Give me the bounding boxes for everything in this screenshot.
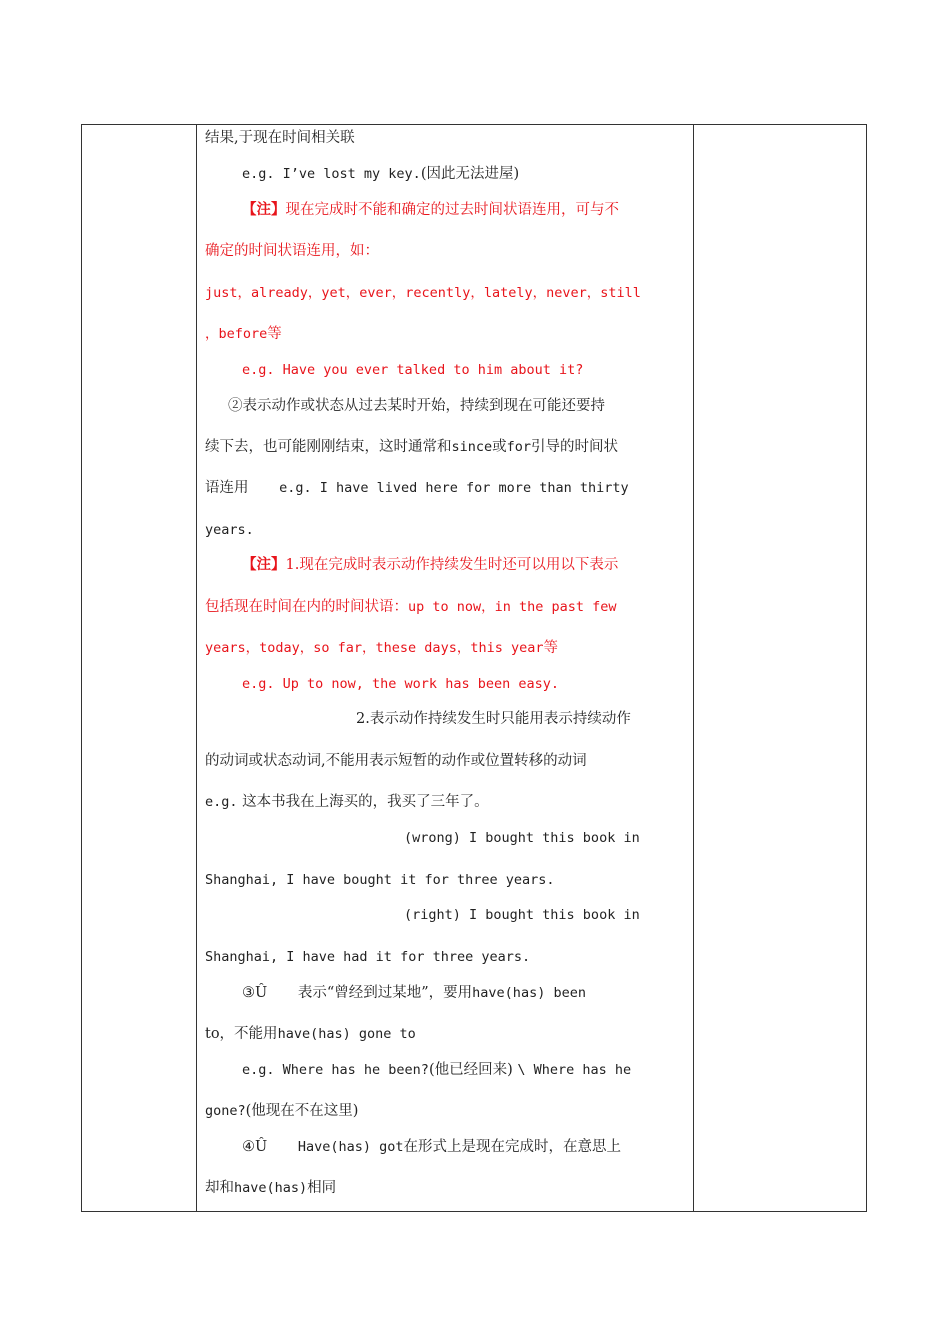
- line-text: 或: [492, 439, 507, 455]
- line-text: ③Û: [242, 985, 268, 1001]
- note-line: [242, 555, 618, 575]
- column-divider-left: [196, 125, 197, 1211]
- text-line: [356, 709, 631, 729]
- line-text: 的动词或状态动词,不能用表示短暂的动作或位置转移的动词: [205, 753, 587, 769]
- note-marker: 【注】: [242, 556, 286, 573]
- line-text: 2.表示动作持续发生时只能用表示持续动作: [356, 711, 631, 727]
- line-text: Shanghai, I have had it for three years.: [205, 949, 531, 965]
- note-line: [205, 283, 641, 303]
- line-text: e.g. I have lived here for more than thirty: [279, 480, 629, 496]
- line-text: have(has): [234, 1180, 308, 1196]
- line-text: ④Û: [242, 1139, 268, 1155]
- line-text: to，不能用: [205, 1026, 278, 1042]
- line-text: up to now，in the past few: [408, 599, 617, 615]
- line-text: 等: [267, 326, 282, 342]
- example-line: [242, 164, 519, 184]
- line-text: \ Where has he: [517, 1062, 632, 1078]
- line-text: ，before: [205, 326, 268, 342]
- line-text: 相同: [307, 1180, 337, 1196]
- note-line: [242, 200, 619, 220]
- line-text: have(has) been: [472, 985, 586, 1001]
- example-line: [205, 792, 489, 812]
- text-line: [205, 128, 355, 148]
- column-divider-right: [693, 125, 694, 1211]
- line-text: 表示“曾经到过某地”，要用: [297, 985, 473, 1001]
- example-line: [205, 947, 530, 967]
- line-text: e.g. Where has he been?: [242, 1062, 429, 1078]
- text-line: [205, 1178, 336, 1198]
- text-line: [242, 983, 586, 1003]
- line-text: 引导的时间状: [531, 439, 619, 455]
- line-text: e.g. I’ve lost my key.: [242, 166, 421, 182]
- note-line: [205, 324, 282, 344]
- line-text: e.g.: [205, 794, 238, 810]
- line-text: 确定的时间状语连用，如：: [205, 243, 379, 259]
- line-text: (right) I bought this book in: [404, 907, 640, 923]
- line-text: 续下去，也可能刚刚结束，这时通常和: [205, 439, 452, 455]
- line-text: e.g. Have you ever talked to him about it?: [242, 362, 584, 378]
- text-line: [205, 1024, 416, 1044]
- line-text: Have(has) got: [297, 1139, 404, 1155]
- text-line: [205, 478, 629, 498]
- example-line: [404, 905, 640, 925]
- line-text: 结果,于现在时间相关联: [205, 130, 355, 146]
- text-line: [228, 396, 605, 416]
- example-line: [242, 360, 583, 380]
- line-text: (wrong) I bought this book in: [404, 830, 640, 846]
- line-text: (他已经回来): [428, 1062, 513, 1078]
- line-text: 语连用: [205, 480, 249, 496]
- note-line: [205, 597, 617, 617]
- line-text: years.: [205, 522, 254, 538]
- line-text: 等: [543, 640, 558, 656]
- note-line: [205, 638, 558, 658]
- text-line: [205, 751, 587, 771]
- line-text: 现在完成时不能和确定的过去时间状语连用，可与不: [285, 202, 619, 218]
- note-line: [205, 241, 379, 261]
- text-line: [242, 1137, 621, 1157]
- line-text: since: [451, 439, 493, 455]
- example-line: [205, 870, 555, 890]
- note-marker: 【注】: [242, 201, 286, 218]
- line-text: (他现在不在这里): [245, 1103, 359, 1119]
- line-text: 包括现在时间在内的时间状语：: [205, 599, 408, 615]
- text-line: [205, 437, 618, 457]
- line-text: for: [506, 439, 532, 455]
- example-line: [205, 1101, 358, 1121]
- line-text: e.g. Up to now, the work has been easy.: [242, 676, 559, 692]
- line-text: just，already，yet，ever，recently，lately，never，still: [205, 285, 641, 301]
- line-text: gone?: [205, 1103, 246, 1119]
- example-line: [404, 828, 640, 848]
- line-text: 这本书我在上海买的，我买了三年了。: [242, 794, 489, 810]
- example-line: [242, 1060, 631, 1080]
- line-text: Shanghai, I have bought it for three years.: [205, 872, 555, 888]
- line-text: 1.现在完成时表示动作持续发生时还可以用以下表示: [285, 557, 619, 573]
- line-text: 在形式上是现在完成时，在意思上: [403, 1139, 622, 1155]
- text-line: [205, 520, 254, 540]
- example-line: [242, 674, 559, 694]
- line-text: have(has) gone to: [277, 1026, 416, 1042]
- line-text: (因此无法进屋): [420, 166, 520, 182]
- line-text: ②表示动作或状态从过去某时开始，持续到现在可能还要持: [228, 398, 605, 414]
- line-text: 却和: [205, 1180, 234, 1196]
- line-text: years，today，so far，these days，this year: [205, 640, 544, 656]
